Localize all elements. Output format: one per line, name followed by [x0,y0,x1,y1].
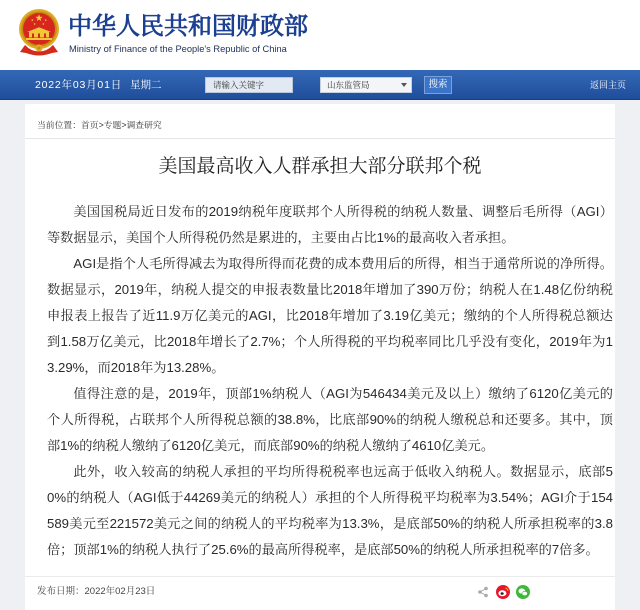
paragraph-line: 等数据显示，美国个人所得税仍然是累进的，主要由占比1%的最高收入者承担。 [47,230,515,245]
site-subtitle-en: Ministry of Finance of the People's Republic of China [69,44,287,54]
top-nav-bar [0,70,640,100]
chevron-down-icon [401,83,407,87]
national-emblem-icon[interactable] [17,8,61,56]
paragraph-line: AGI是指个人毛所得减去为取得所得而花费的成本费用后的所得，相当于通常所说的净所得。 [73,256,613,271]
article-paragraph [47,381,613,459]
site-title[interactable]: 中华人民共和国财政部 [68,13,308,40]
divider [25,138,615,139]
breadcrumb-research-link[interactable]: 调查研究 [126,120,162,130]
paragraph-line: 值得注意的是，2019年，顶部1%纳税人（AGI为546434美元及以上）缴纳了6120亿美元的 [73,386,613,401]
article-body [47,199,613,563]
search-input[interactable] [205,77,293,93]
weibo-icon[interactable] [496,585,510,599]
breadcrumb-home-link[interactable]: 首页 [81,120,99,130]
paragraph-line: 3.29%，而2018年为13.28%。 [47,360,225,375]
breadcrumb-topics-link[interactable]: 专题 [103,120,122,130]
search-scope-value: 山东监管局 [327,80,370,90]
publish-date-value: 2022年02月23日 [84,586,156,597]
date-text: 2022年03月01日 [35,79,123,91]
paragraph-line: 部1%的纳税人缴纳了6120亿美元，而底部90%的纳税人缴纳了4610亿美元。 [47,438,495,453]
search-scope-select[interactable] [320,77,412,93]
paragraph-line: 589美元至221572美元之间的纳税人的平均税率为13.3%，是底部50%的纳税人所承担税率的3.8 [47,516,613,531]
article-paragraph [47,459,613,563]
breadcrumb-label: 当前位置： [37,120,81,130]
paragraph-line: 申报表上报告了近11.9万亿美元的AGI，比2018年增加了3.19亿美元；缴纳的个人所得税总额达 [47,308,613,323]
breadcrumb [37,119,162,131]
article-paragraph [47,251,613,381]
breadcrumb-separator: > [121,120,127,130]
wechat-icon[interactable] [516,585,530,599]
main-content [25,104,615,610]
divider [25,576,615,577]
paragraph-line: 到1.58万亿美元，比2018年增长了2.7%；个人所得税的平均税率同比几乎没有变化，2019年为1 [47,334,613,349]
paragraph-line: 美国国税局近日发布的2019纳税年度联邦个人所得税的纳税人数量、调整后毛所得（AGI） [73,204,613,219]
paragraph-line: 数据显示，2019年，纳税人提交的申报表数量比2018年增加了390万份；纳税人在1.48亿份纳税 [47,282,613,297]
current-date [35,70,162,100]
article-title: 美国最高收入人群承担大部分联邦个税 [158,156,482,177]
search-button[interactable]: 搜索 [424,76,452,94]
home-link[interactable]: 返回主页 [590,80,627,90]
paragraph-line: 个人所得税，占联邦个人所得税总额的38.8%，比底部90%的纳税人缴税总和还要多。其中，顶 [47,412,613,427]
weekday-text: 星期二 [130,79,162,91]
article-paragraph [47,199,613,251]
share-bar [476,585,530,599]
paragraph-line: 倍；顶部1%的纳税人执行了25.6%的最高所得税率，是底部50%的纳税人所承担税率的7倍多。 [47,542,599,557]
paragraph-line: 0%的纳税人（AGI低于44269美元的纳税人）承担的个人所得税平均税率为3.54%；AGI介于154 [47,490,613,505]
share-icon[interactable] [476,585,490,599]
breadcrumb-separator: > [98,120,104,130]
site-header [0,0,640,70]
paragraph-line: 此外，收入较高的纳税人承担的平均所得税税率也远高于低收入纳税人。数据显示，底部5 [73,464,613,479]
publish-date-label: 发布日期： [37,586,85,597]
publish-date [37,585,155,599]
